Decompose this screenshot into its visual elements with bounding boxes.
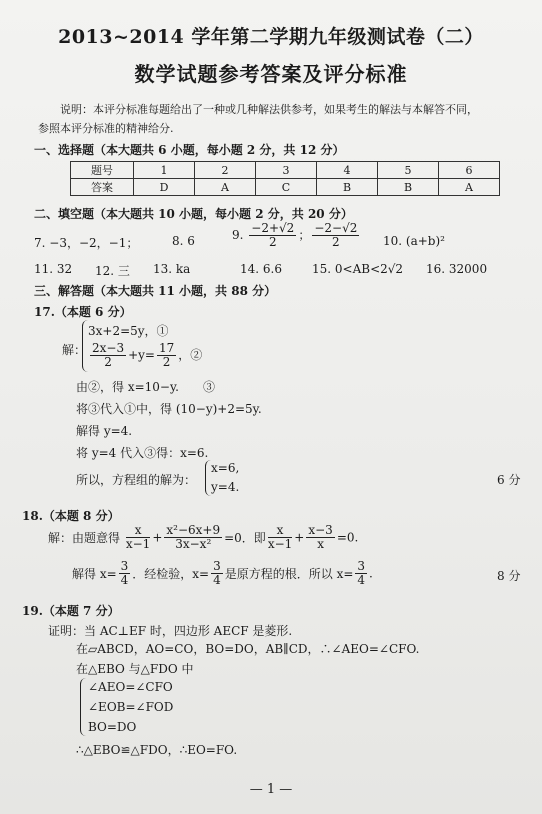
q19-condition-3: BO=DO xyxy=(88,720,137,734)
q9-fraction-1: $\frac{-2+√2}{2}$ xyxy=(251,221,295,249)
table-cell: A xyxy=(195,179,256,196)
intro-line-1: 说明：本评分标准每题给出了一种或几种解法供参考，如果考生的解法与本解答不同， xyxy=(60,103,478,116)
answer-q15: 15. 0<AB<2√2 xyxy=(312,262,404,276)
table-cell: 6 xyxy=(439,162,500,179)
table-cell: 5 xyxy=(378,162,439,179)
q9-fraction-2: $\frac{-2-√2}{2}$ xyxy=(314,221,358,249)
answer-q7: 7. −3，−2，−1； xyxy=(34,236,139,250)
answer-q16: 16. 32000 xyxy=(426,262,488,276)
answer-q13: 13. ka xyxy=(153,262,191,276)
table-cell: B xyxy=(317,179,378,196)
table-row xyxy=(71,179,500,196)
section2-heading: 二、填空题（本大题共 10 小题，每小题 2 分，共 20 分） xyxy=(34,207,353,221)
page-number: — 1 — xyxy=(249,782,293,797)
q18-heading: 18.（本题 8 分） xyxy=(22,509,120,523)
table-cell: 4 xyxy=(317,162,378,179)
conditions-brace xyxy=(80,678,87,736)
table-row xyxy=(71,162,500,179)
q17-sol2: y=4. xyxy=(211,480,240,494)
section3-heading: 三、解答题（本大题共 11 小题，共 88 分） xyxy=(34,284,277,298)
row-label-answer: 答案 xyxy=(71,179,134,196)
q19-heading: 19.（本题 7 分） xyxy=(22,604,120,618)
answer-q9: 9. $\frac{-2+√2}{2}$ ； $\frac{-2-√2}{2}$ xyxy=(232,221,358,249)
q18-score: 8 分 xyxy=(497,569,521,583)
q9-label: 9. xyxy=(232,228,244,242)
table-cell: C xyxy=(256,179,317,196)
q19-condition-2: ∠EOB=∠FOD xyxy=(88,700,174,714)
q17-eq2: $\frac{2x-3}{2}$ +y= $\frac{17}{2}$ ，② xyxy=(92,341,203,369)
q19-line3: 在△EBO 与△FDO 中 xyxy=(76,662,194,676)
page-subtitle: 数学试题参考答案及评分标准 xyxy=(134,62,408,86)
q19-line4: ∴△EBO≌△FDO，∴EO=FO. xyxy=(76,743,238,757)
q19-line2: 在▱ABCD，AO=CO，BO=DO，AB∥CD，∴∠AEO=∠CFO. xyxy=(76,642,420,656)
table-cell: 2 xyxy=(195,162,256,179)
answer-q10: 10. (a+b)² xyxy=(383,234,445,248)
answer-q12: 12. 三 xyxy=(95,264,130,278)
q17-line5: 所以，方程组的解为： xyxy=(76,473,197,487)
q17-line2: 将③代入①中，得 (10−y)+2=5y. xyxy=(76,402,262,416)
answer-q8: 8. 6 xyxy=(172,234,195,248)
table-cell: B xyxy=(378,179,439,196)
q17-score: 6 分 xyxy=(497,473,521,487)
section1-heading: 一、选择题（本大题共 6 小题，每小题 2 分，共 12 分） xyxy=(34,143,345,157)
q18-solution-line: 解得 x= $\frac{3}{4}$ ．经检验，x= $\frac{3}{4}$ 是原方程的根．所以 x= $\frac{3}{4}$ . xyxy=(72,559,373,587)
q18-equation: 解：由题意得 $\frac{x}{x-1}$ + $\frac{\text{x²−6x+9}}{\text{3x−x²}}$ =0．即 $\frac{x}{x-1}$ + $\frac{x-3}{x}$ =0. xyxy=(48,523,359,551)
q19-condition-1: ∠AEO=∠CFO xyxy=(88,680,173,694)
answer-q14: 14. 6.6 xyxy=(240,262,282,276)
table-cell: D xyxy=(134,179,195,196)
q17-sol1: x=6, xyxy=(211,461,240,475)
table-cell: 1 xyxy=(134,162,195,179)
table-cell: A xyxy=(439,179,500,196)
answer-q11: 11. 32 xyxy=(34,262,73,276)
q17-jie: 解： xyxy=(62,343,87,357)
q17-eq1: 3x+2=5y，① xyxy=(88,324,169,338)
q17-heading: 17.（本题 6 分） xyxy=(34,305,132,319)
q17-line3: 解得 y=4. xyxy=(76,424,133,438)
row-label-number: 题号 xyxy=(71,162,134,179)
q17-line4: 将 y=4 代入③得：x=6. xyxy=(76,446,209,460)
choice-answer-table xyxy=(70,161,500,196)
q19-line1: 证明：当 AC⊥EF 时，四边形 AECF 是菱形. xyxy=(48,624,293,638)
intro-line-2: 参照本评分标准的精神给分. xyxy=(38,122,174,135)
q17-line1: 由②，得 x=10−y. ③ xyxy=(76,380,215,394)
table-cell: 3 xyxy=(256,162,317,179)
page-title: 2013~2014 学年第二学期九年级测试卷（二） xyxy=(58,26,484,48)
